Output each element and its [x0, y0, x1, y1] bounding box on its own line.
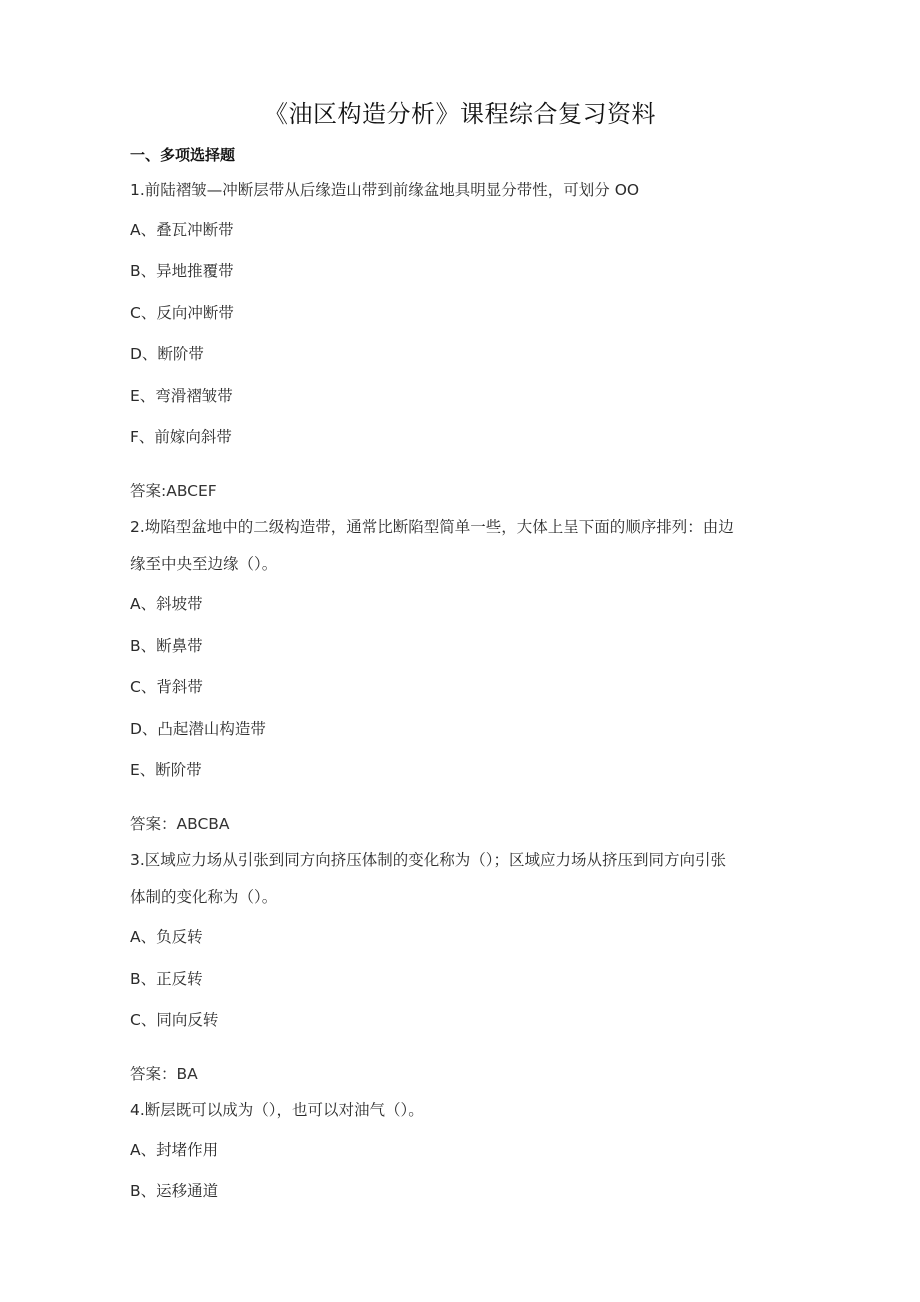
question-2-option-c: C、背斜带: [130, 678, 203, 696]
question-2-option-d: D、凸起潜山构造带: [130, 720, 266, 738]
question-3-answer: 答案：BA: [130, 1065, 198, 1083]
question-2-stem-line-1: 2.坳陷型盆地中的二级构造带，通常比断陷型简单一些，大体上呈下面的顺序排列：由边: [130, 518, 734, 536]
question-1-answer: 答案:ABCEF: [130, 482, 217, 500]
question-1-option-a: A、叠瓦冲断带: [130, 221, 234, 239]
question-2-option-a: A、斜坡带: [130, 595, 203, 613]
question-3-option-c: C、同向反转: [130, 1011, 219, 1029]
question-1-stem: 1.前陆褶皱—冲断层带从后缘造山带到前缘盆地具明显分带性，可划分 OO: [130, 181, 640, 199]
question-3-stem-line-1: 3.区域应力场从引张到同方向挤压体制的变化称为（）；区域应力场从挤压到同方向引张: [130, 851, 727, 869]
question-2-answer: 答案：ABCBA: [130, 815, 230, 833]
question-4-stem: 4.断层既可以成为（），也可以对油气（）。: [130, 1101, 424, 1119]
section-heading: 一、多项选择题: [130, 146, 236, 164]
question-4-option-b: B、运移通道: [130, 1182, 219, 1200]
document-title: 《油区构造分析》课程综合复习资料: [264, 100, 656, 128]
question-1-option-c: C、反向冲断带: [130, 304, 234, 322]
question-1-option-f: F、前嫁向斜带: [130, 428, 232, 446]
question-4-option-a: A、封堵作用: [130, 1141, 219, 1159]
question-2-option-b: B、断鼻带: [130, 637, 203, 655]
question-3-stem-line-2: 体制的变化称为（）。: [130, 888, 278, 906]
question-2-option-e: E、断阶带: [130, 761, 202, 779]
question-2-stem-line-2: 缘至中央至边缘（）。: [130, 555, 278, 573]
question-3-option-b: B、正反转: [130, 970, 203, 988]
question-1-option-d: D、断阶带: [130, 345, 204, 363]
question-3-option-a: A、负反转: [130, 928, 203, 946]
question-1-option-e: E、弯滑褶皱带: [130, 387, 233, 405]
question-1-option-b: B、异地推覆带: [130, 262, 234, 280]
